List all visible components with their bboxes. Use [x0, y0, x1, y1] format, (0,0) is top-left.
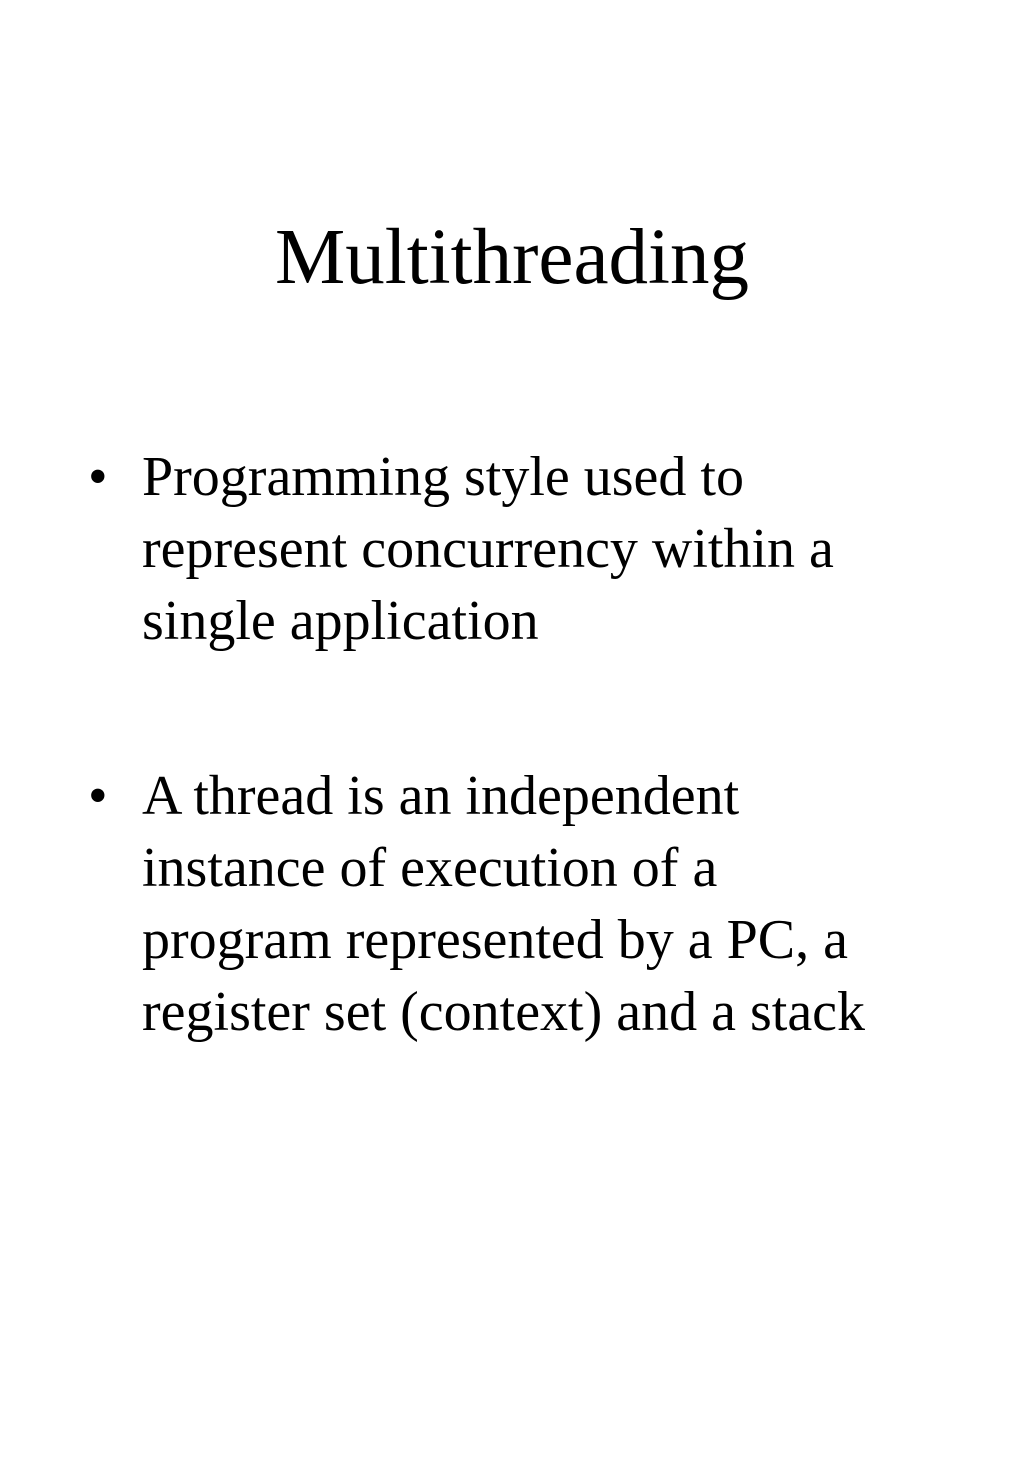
bullet-line: program represented by a PC, a: [142, 909, 848, 971]
bullet-line: Programming style used to: [142, 446, 744, 508]
slide-title: Multithreading: [275, 214, 749, 301]
bullet-marker: •: [88, 765, 108, 827]
bullet-text: [142, 441, 972, 657]
bullet-line: register set (context) and a stack: [142, 981, 866, 1043]
bullet-line: instance of execution of a: [142, 837, 718, 899]
bullet-text: [142, 760, 972, 1048]
bullet-marker: •: [88, 446, 108, 508]
bullet-line: represent concurrency within a: [142, 518, 834, 580]
bullet-line: single application: [142, 590, 539, 652]
bullet-line: A thread is an independent: [142, 765, 740, 827]
